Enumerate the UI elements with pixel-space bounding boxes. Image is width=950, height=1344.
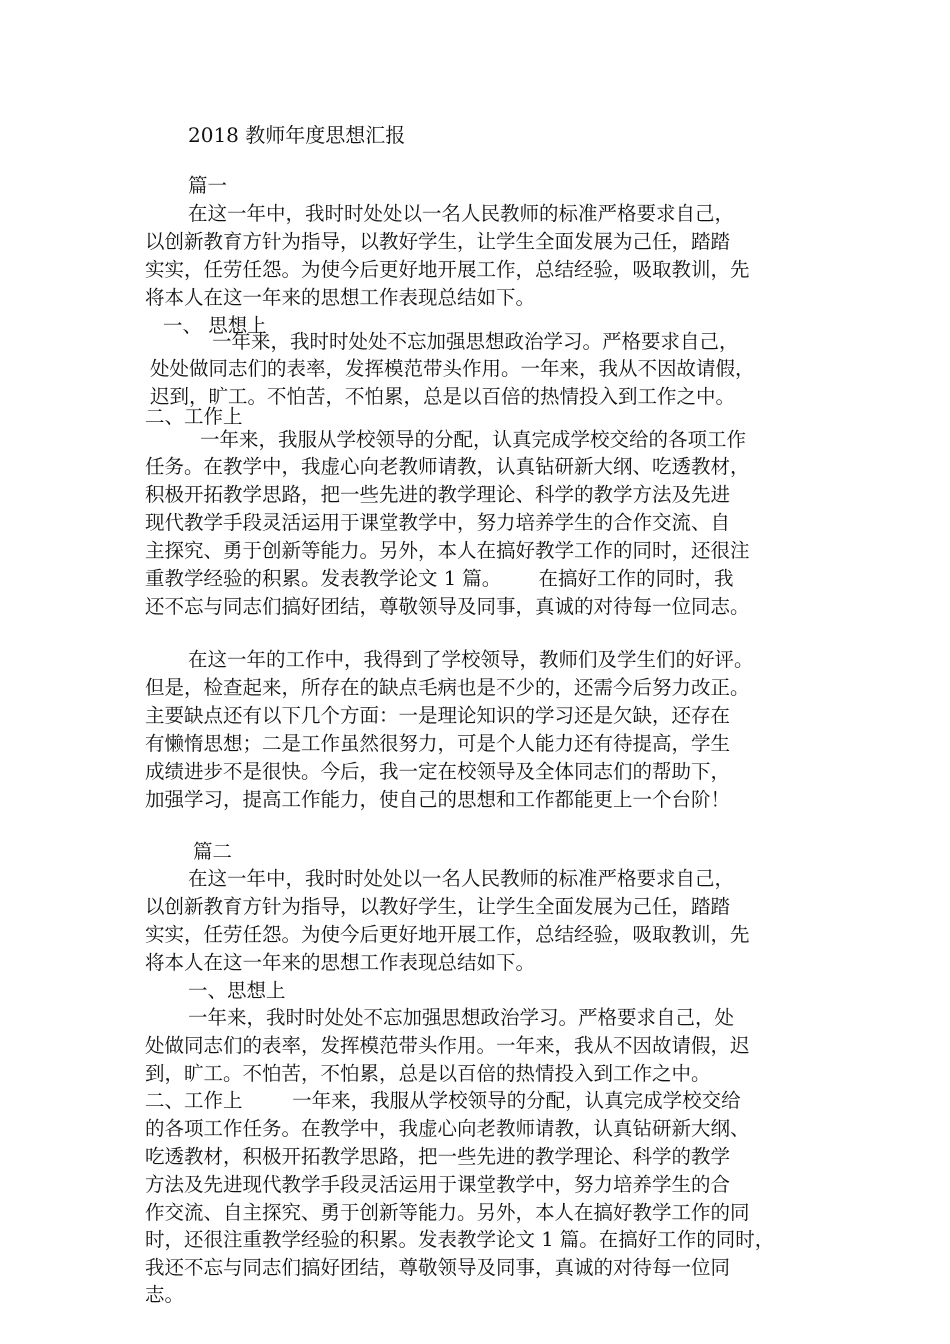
paragraph-line: 到，旷工。不怕苦，不怕累，总是以百倍的热情投入到工作之中。 [145, 1062, 711, 1085]
paragraph-line: 主探究、勇于创新等能力。另外，本人在搞好教学工作的同时，还很注 [145, 539, 750, 562]
paragraph-line: 迟到，旷工。不怕苦，不怕累，总是以百倍的热情投入到工作之中。 [150, 385, 736, 408]
paragraph-line: 还不忘与同志们搞好团结，尊敬领导及同事，真诚的对待每一位同志。 [145, 595, 750, 618]
paragraph-line: 成绩进步不是很快。今后，我一定在校领导及全体同志们的帮助下， [145, 760, 731, 783]
paragraph-line: 作交流、自主探究、勇于创新等能力。另外，本人在搞好教学工作的同 [145, 1201, 750, 1224]
paragraph-line: 将本人在这一年来的思想工作表现总结如下。 [145, 951, 536, 974]
paragraph-line: 主要缺点还有以下几个方面：一是理论知识的学习还是欠缺，还存在 [145, 704, 731, 727]
paragraph-line: 吃透教材，积极开拓教学思路，把一些先进的教学理论、科学的教学 [145, 1145, 731, 1168]
paragraph-line: 一年来，我时时处处不忘加强思想政治学习。严格要求自己，处 [188, 1006, 735, 1029]
paragraph-line: 我还不忘与同志们搞好团结，尊敬领导及同事，真诚的对待每一位同 [145, 1256, 731, 1279]
paragraph-line: 处做同志们的表率，发挥模范带头作用。一年来，我从不因故请假，迟 [145, 1034, 750, 1057]
paragraph-line: 在这一年中，我时时处处以一名人民教师的标准严格要求自己， [188, 867, 735, 890]
paragraph-line: 以创新教育方针为指导，以教好学生，让学生全面发展为己任，踏踏 [145, 230, 731, 253]
paragraph-line: 实实，任劳任怨。为使今后更好地开展工作，总结经验，吸取教训，先 [145, 923, 750, 946]
paragraph-line: 但是，检查起来，所存在的缺点毛病也是不少的，还需今后努力改正。 [145, 676, 750, 699]
section-heading: 篇二 [193, 840, 233, 863]
paragraph-line: 在这一年中，我时时处处以一名人民教师的标准严格要求自己， [188, 202, 735, 225]
subheading: 一、思想上 [188, 979, 286, 1002]
paragraph-line: 方法及先进现代教学手段灵活运用于课堂教学中，努力培养学生的合 [145, 1173, 731, 1196]
paragraph-line: 任务。在教学中，我虚心向老教师请教，认真钻研新大纲、吃透教材， [145, 455, 750, 478]
paragraph-line: 在这一年的工作中，我得到了学校领导，教师们及学生们的好评。 [188, 648, 754, 671]
document-title: 2018 教师年度思想汇报 [188, 123, 406, 147]
paragraph-line: 现代教学手段灵活运用于课堂教学中，努力培养学生的合作交流、自 [145, 511, 731, 534]
paragraph-line: 志。 [145, 1283, 185, 1306]
paragraph-line: 的各项工作任务。在教学中，我虚心向老教师请教，认真钻研新大纲、 [145, 1117, 750, 1140]
paragraph-line: 积极开拓教学思路，把一些先进的教学理论、科学的教学方法及先进 [145, 483, 731, 506]
paragraph-line: 加强学习，提高工作能力，使自己的思想和工作都能更上一个台阶！ [145, 788, 731, 811]
paragraph-line: 处处做同志们的表率，发挥模范带头作用。一年来，我从不因故请假， [150, 357, 755, 380]
paragraph-line: 以创新教育方针为指导，以教好学生，让学生全面发展为己任，踏踏 [145, 895, 731, 918]
paragraph-line: 时，还很注重教学经验的积累。发表教学论文 1 篇。在搞好工作的同时， [145, 1228, 775, 1251]
paragraph-line: 一年来，我时时处处不忘加强思想政治学习。严格要求自己， [212, 330, 739, 353]
paragraph-line: 有懒惰思想；二是工作虽然很努力，可是个人能力还有待提高，学生 [145, 732, 731, 755]
paragraph-line: 二、工作上 一年来，我服从学校领导的分配，认真完成学校交给 [145, 1089, 741, 1112]
subheading: 二、工作上 [145, 405, 243, 428]
subheading: 一、 思想上 [163, 314, 267, 337]
paragraph-line: 将本人在这一年来的思想工作表现总结如下。 [145, 286, 536, 309]
paragraph-line: 实实，任劳任怨。为使今后更好地开展工作，总结经验，吸取教训，先 [145, 258, 750, 281]
paragraph-line: 重教学经验的积累。发表教学论文 1 篇。 在搞好工作的同时，我 [145, 567, 734, 590]
paragraph-line: 一年来，我服从学校领导的分配，认真完成学校交给的各项工作 [200, 428, 747, 451]
section-heading: 篇一 [188, 174, 228, 197]
